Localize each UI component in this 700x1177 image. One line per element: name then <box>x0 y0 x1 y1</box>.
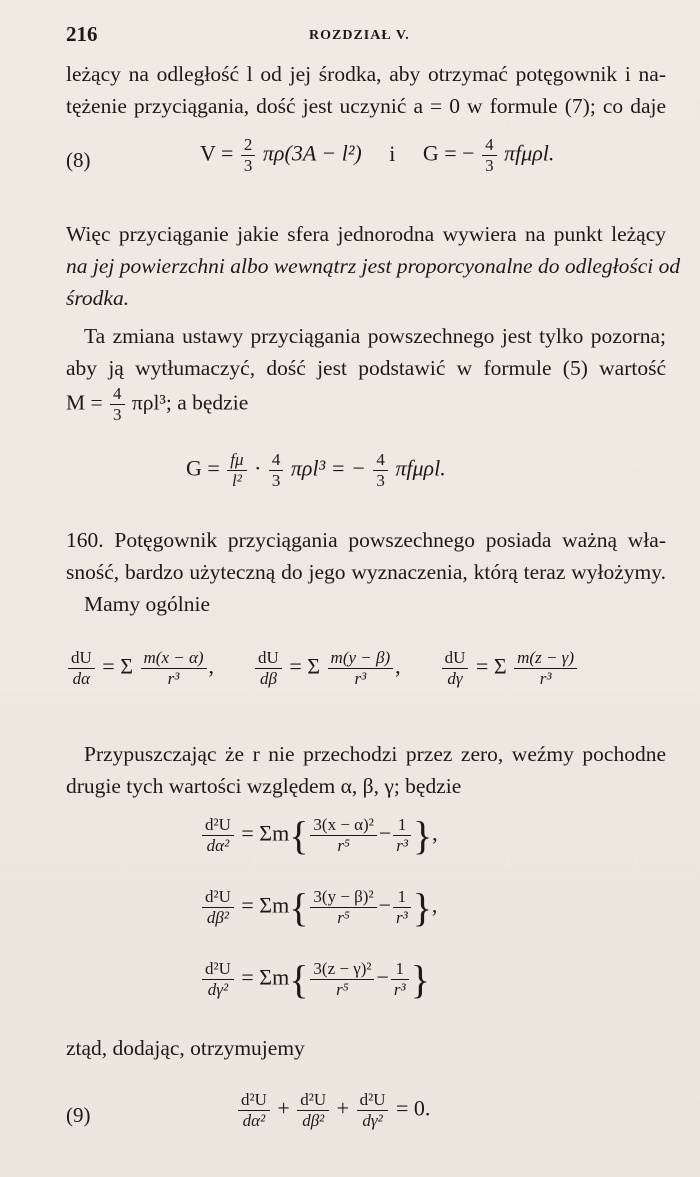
second-derivative-equation <box>200 812 438 859</box>
fraction <box>310 887 376 928</box>
right-brace: } <box>412 885 432 930</box>
fraction <box>442 648 469 689</box>
eq-text: V = <box>200 140 234 166</box>
numerator: d²U <box>238 1090 270 1111</box>
fraction <box>227 450 246 491</box>
left-brace: { <box>289 885 309 930</box>
left-brace: { <box>289 957 309 1002</box>
denominator: dβ² <box>206 908 229 927</box>
fraction <box>310 959 374 1000</box>
text-line: ztąd, dodając, otrzymujemy <box>66 1036 305 1060</box>
denominator: r³ <box>167 669 180 688</box>
text-line: na jej powierzchni albo wewnątrz jest proporcyonalne do odległości od <box>66 254 681 278</box>
denominator: dα² <box>242 1111 266 1130</box>
numerator: 3(y − β)² <box>310 887 376 908</box>
fraction <box>110 384 125 425</box>
text-line: sność, bardzo użyteczną do jego wyznaczenia, którą teraz wyłożymy. <box>66 560 666 584</box>
eq-text: = Σm <box>241 892 290 918</box>
eq-text: · <box>254 455 262 481</box>
denominator: dβ <box>259 669 277 688</box>
eq-text: + <box>277 1095 290 1121</box>
eq-text: G = − <box>422 140 475 166</box>
numerator: dU <box>255 648 282 669</box>
denominator: 3 <box>271 471 281 490</box>
fraction <box>68 648 95 689</box>
denominator: r⁵ <box>336 980 349 999</box>
equation-8 <box>200 135 554 176</box>
equation-first-derivatives <box>66 648 579 689</box>
fraction <box>393 815 411 856</box>
numerator: fμ <box>227 450 246 471</box>
eq-text: + <box>336 1095 350 1121</box>
numerator: d²U <box>202 815 234 836</box>
eq-text: = Σ <box>289 653 321 679</box>
fraction <box>373 450 388 491</box>
denominator: dγ² <box>207 980 229 999</box>
fraction <box>310 815 376 856</box>
eq-text: = Σm <box>241 964 290 990</box>
numerator: d²U <box>357 1090 389 1111</box>
equation-g <box>186 450 446 491</box>
denominator: 3 <box>376 471 385 490</box>
numerator: 1 <box>391 959 409 980</box>
equation-9 <box>236 1090 430 1131</box>
numerator: 3(z − γ)² <box>310 959 374 980</box>
right-brace: } <box>410 957 430 1002</box>
denominator: r³ <box>395 908 408 927</box>
fraction <box>393 887 411 928</box>
denominator: r³ <box>354 669 367 688</box>
eq-text: = Σ <box>475 653 507 679</box>
fraction <box>514 648 577 689</box>
denominator: 3 <box>243 156 253 175</box>
numerator: 1 <box>393 815 411 836</box>
denominator: r³ <box>539 669 552 688</box>
eq-text: G = <box>186 455 220 481</box>
text-line: drugie tych wartości względem α, β, γ; będzie <box>66 774 462 798</box>
denominator: dα² <box>206 836 230 855</box>
fraction <box>241 135 256 176</box>
numerator: 1 <box>393 887 411 908</box>
text-line: środka. <box>66 286 130 310</box>
eq-text: − <box>378 892 391 918</box>
numerator: dU <box>68 648 95 669</box>
fraction <box>328 648 394 689</box>
eq-text: πρ(3A − l²) <box>262 140 362 166</box>
eq-text: πfμρl. <box>504 140 555 166</box>
fraction <box>255 648 282 689</box>
text-span: πρl³; a będzie <box>131 390 249 415</box>
eq-text: πρl³ = − <box>290 455 366 481</box>
denominator: 3 <box>113 405 122 424</box>
fraction <box>391 959 409 1000</box>
text-line: Mamy ogólnie <box>84 592 210 616</box>
text-line: aby ją wytłumaczyć, dość jest podstawić w formule (5) wartość <box>66 356 666 380</box>
page-number: 216 <box>66 22 98 46</box>
numerator: m(y − β) <box>328 648 394 669</box>
numerator: d²U <box>202 959 234 980</box>
text-span: M = <box>66 390 103 415</box>
fraction <box>269 450 284 491</box>
numerator: d²U <box>297 1090 329 1111</box>
left-brace: { <box>289 813 309 858</box>
text-line <box>66 384 666 425</box>
second-derivative-equation <box>200 956 430 1003</box>
eq-text: − <box>378 820 392 846</box>
fraction <box>202 959 234 1000</box>
right-brace: } <box>412 813 433 858</box>
eq-text: , <box>431 892 438 918</box>
numerator: 4 <box>269 450 284 471</box>
chapter-title: ROZDZIAŁ V. <box>309 28 410 43</box>
text-line: leżący na odległość l od jej środka, aby otrzymać potęgownik i na- <box>66 62 666 86</box>
eq-text: i <box>389 140 396 166</box>
denominator: dγ <box>447 669 463 688</box>
text-line: Ta zmiana ustawy przyciągania powszechnego jest tylko pozorna; <box>84 324 666 348</box>
numerator: 4 <box>373 450 388 471</box>
equation-label: (8) <box>66 148 91 172</box>
numerator: dU <box>442 648 469 669</box>
text-line: 160. Potęgownik przyciągania powszechnego posiada ważną wła- <box>66 528 666 552</box>
denominator: dγ² <box>362 1111 383 1130</box>
eq-text: = 0. <box>395 1095 431 1121</box>
equation-label: (9) <box>66 1103 91 1127</box>
numerator: 4 <box>482 135 497 156</box>
numerator: m(z − γ) <box>514 648 577 669</box>
text-line: Przypuszczając że r nie przechodzi przez zero, weźmy pochodne <box>84 742 666 766</box>
fraction <box>202 887 234 928</box>
fraction <box>141 648 207 689</box>
numerator: 3(x − α)² <box>310 815 376 836</box>
text-span: Więc przyciąganie jakie sfera jednorodna wywiera na punkt leżący <box>66 222 666 246</box>
text-line: tężenie przyciągania, dość jest uczynić a = 0 w formule (7); co daje <box>66 94 666 118</box>
eq-text: = Σm <box>241 820 290 846</box>
denominator: 3 <box>485 156 494 175</box>
denominator: dα <box>72 669 91 688</box>
denominator: r⁵ <box>337 836 350 855</box>
numerator: 2 <box>241 135 256 156</box>
numerator: d²U <box>202 887 234 908</box>
fraction <box>202 815 234 856</box>
eq-text: − <box>376 964 389 990</box>
numerator: m(x − α) <box>141 648 207 669</box>
running-header <box>66 22 660 52</box>
eq-text: , <box>208 653 215 679</box>
eq-text: πfμρl. <box>395 455 446 481</box>
second-derivative-equation <box>200 884 437 931</box>
text-line <box>66 222 666 247</box>
denominator: r³ <box>393 980 406 999</box>
denominator: l² <box>232 471 242 490</box>
eq-text: , <box>395 653 401 679</box>
eq-text: , <box>432 820 438 846</box>
numerator: 4 <box>110 384 125 405</box>
fraction <box>357 1090 389 1131</box>
denominator: r³ <box>396 836 408 855</box>
fraction <box>482 135 497 176</box>
fraction <box>297 1090 329 1131</box>
eq-text: = Σ <box>102 653 133 679</box>
fraction <box>238 1090 270 1131</box>
denominator: r⁵ <box>337 908 350 927</box>
denominator: dβ² <box>302 1111 325 1130</box>
